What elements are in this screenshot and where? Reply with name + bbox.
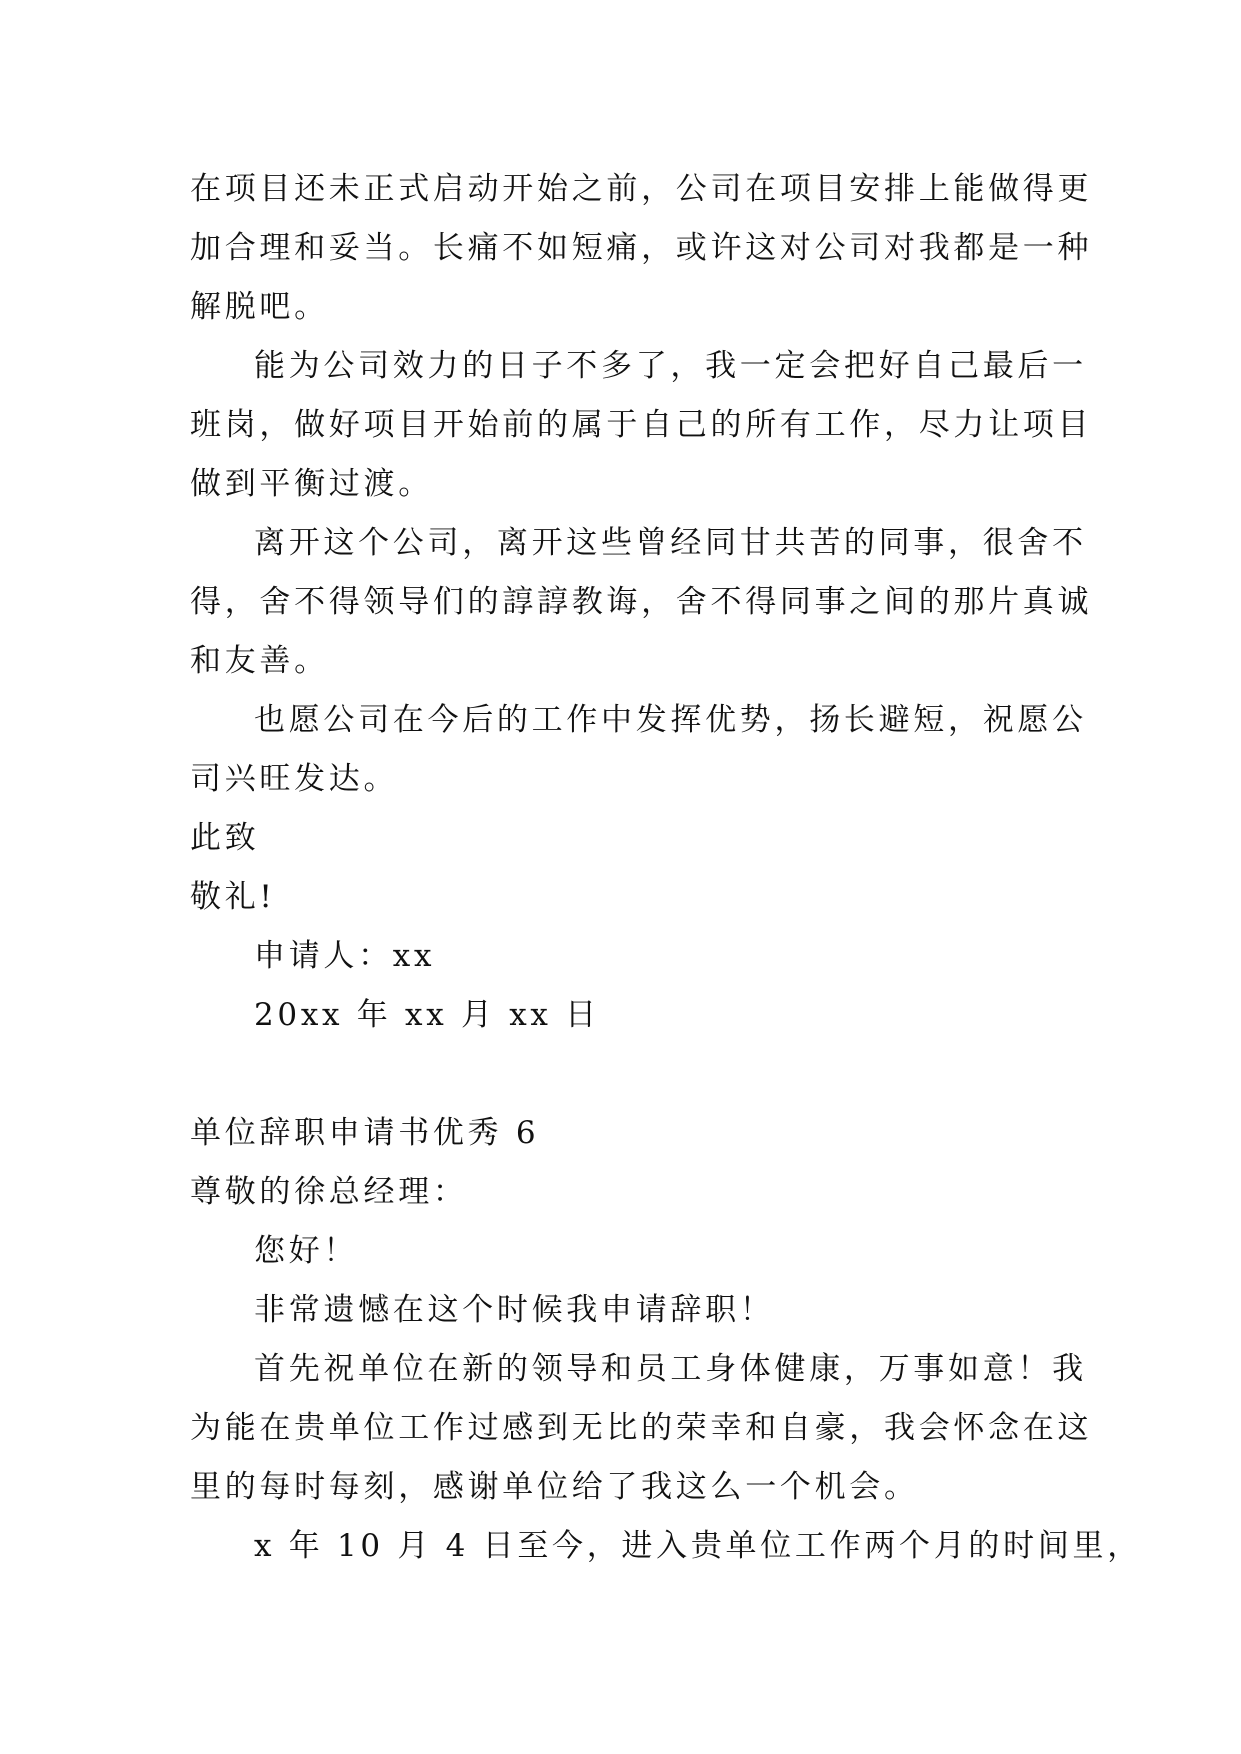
body-line: 里的每时每刻，感谢单位给了我这么一个机会。 <box>190 1469 919 1505</box>
opening-line: 非常遗憾在这个时候我申请辞职！ <box>254 1292 775 1328</box>
body-line: 为能在贵单位工作过感到无比的荣幸和自豪，我会怀念在这 <box>190 1410 1093 1446</box>
recipient-line: 尊敬的徐总经理： <box>190 1174 468 1210</box>
closing-salutation: 此致 <box>190 820 260 856</box>
body-line: 在项目还未正式启动开始之前，公司在项目安排上能做得更 <box>190 171 1093 207</box>
closing-respect: 敬礼! <box>190 879 276 915</box>
greeting-line: 您好！ <box>254 1233 359 1269</box>
body-line: 离开这个公司，离开这些曾经同甘共苦的同事，很舍不 <box>254 525 1087 561</box>
section-title: 单位辞职申请书优秀 6 <box>190 1115 540 1151</box>
document-body <box>190 160 1142 1576</box>
body-line: 也愿公司在今后的工作中发挥优势，扬长避短，祝愿公 <box>254 702 1087 738</box>
body-line: 司兴旺发达。 <box>190 761 399 797</box>
body-line: 得，舍不得领导们的諄諄教诲，舍不得同事之间的那片真诚 <box>190 584 1093 620</box>
body-line: 和友善。 <box>190 643 329 679</box>
body-line: 班岗，做好项目开始前的属于自己的所有工作，尽力让项目 <box>190 407 1093 443</box>
section-gap <box>190 1045 1060 1104</box>
body-line: 加合理和妥当。长痛不如短痛，或许这对公司对我都是一种 <box>190 230 1093 266</box>
body-line: 做到平衡过渡。 <box>190 466 433 502</box>
applicant-signature: 申请人：xx <box>254 938 436 974</box>
body-line: x 年 10 月 4 日至今，进入贵单位工作两个月的时间里， <box>254 1528 1142 1564</box>
closing-date: 20xx 年 xx 月 xx 日 <box>254 997 600 1033</box>
body-line: 能为公司效力的日子不多了，我一定会把好自己最后一 <box>254 348 1087 384</box>
body-line: 首先祝单位在新的领导和员工身体健康，万事如意！我 <box>254 1351 1087 1387</box>
body-line: 解脱吧。 <box>190 289 329 325</box>
